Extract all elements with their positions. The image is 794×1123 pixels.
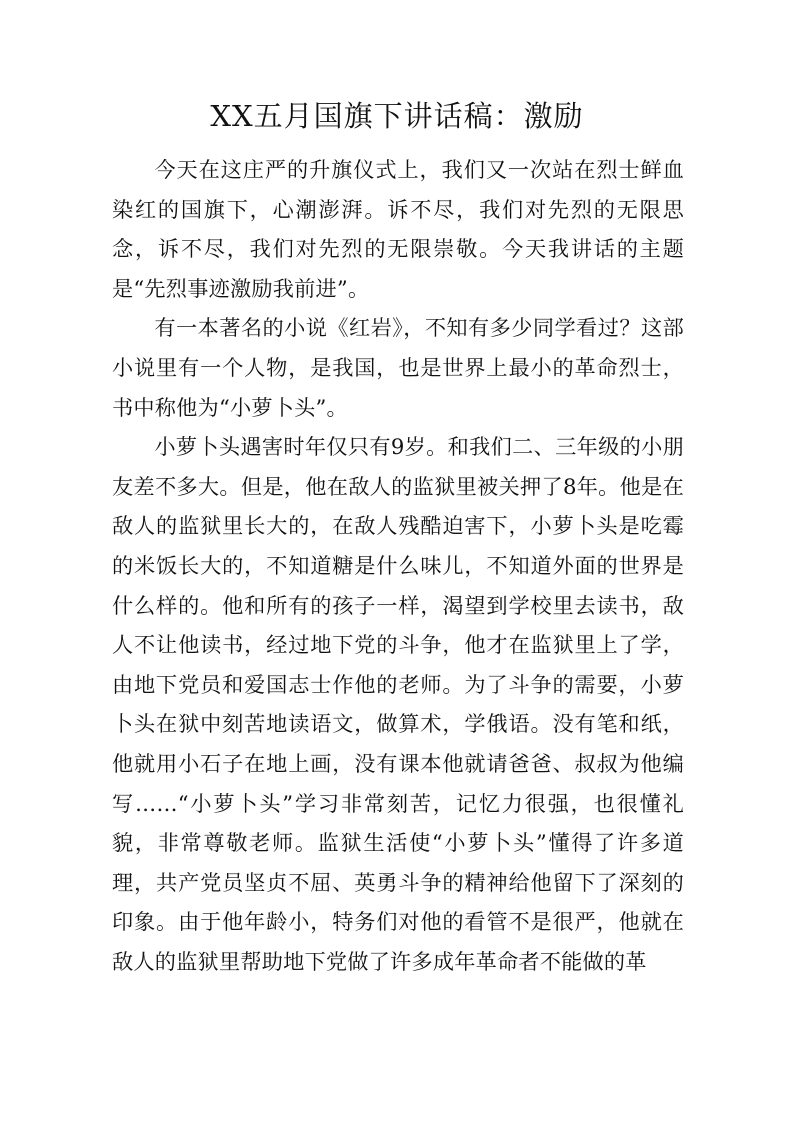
paragraph-opening: 今天在这庄严的升旗仪式上，我们又一次站在烈士鲜血染红的国旗下，心潮澎湃。诉不尽，我们对先烈的无限思念，诉不尽，我们对先烈的无限崇敬。今天我讲话的主题是“先烈事迹激励我前进”。 — [112, 157, 684, 301]
paragraph-story: 小萝卜头遇害时年仅只有9岁。和我们二、三年级的小朋友差不多大。但是，他在敌人的监狱里被关押了8年。他是在敌人的监狱里长大的，在敌人残酷迫害下，小萝卜头是吃霉的米饭长大的，不知道糖是什么味儿，不知道外面的世界是什么样的。他和所有的孩子一样，渴望到学校里去读书，敌人不让他读书，经过地下党的斗争，他才在监狱里上了学，由地下党员和爱国志士作他的老师。为了斗争的需要，小萝卜头在狱中刻苦地读语文，做算术，学俄语。没有笔和纸，他就用小石子在地上画，没有课本他就请爸爸、叔叔为他编写……“小萝卜头”学习非常刻苦，记忆力很强，也很懂礼貌，非常尊敬老师。监狱生活使“小萝卜头”懂得了许多道理，共产党员坚贞不屈、英勇斗争的精神给他留下了深刻的印象。由于他年龄小，特务们对他的看管不是很严，他就在敌人的监狱里帮助地下党做了许多成年革命者不能做的革 — [112, 434, 684, 974]
document-body — [112, 150, 684, 981]
paragraph-novel-intro: 有一本著名的小说《红岩》，不知有多少同学看过？这部小说里有一个人物，是我国，也是世界上最小的革命烈士，书中称他为“小萝卜头”。 — [112, 315, 684, 420]
document-title: XX五月国旗下讲话稿：激励 — [210, 99, 584, 133]
